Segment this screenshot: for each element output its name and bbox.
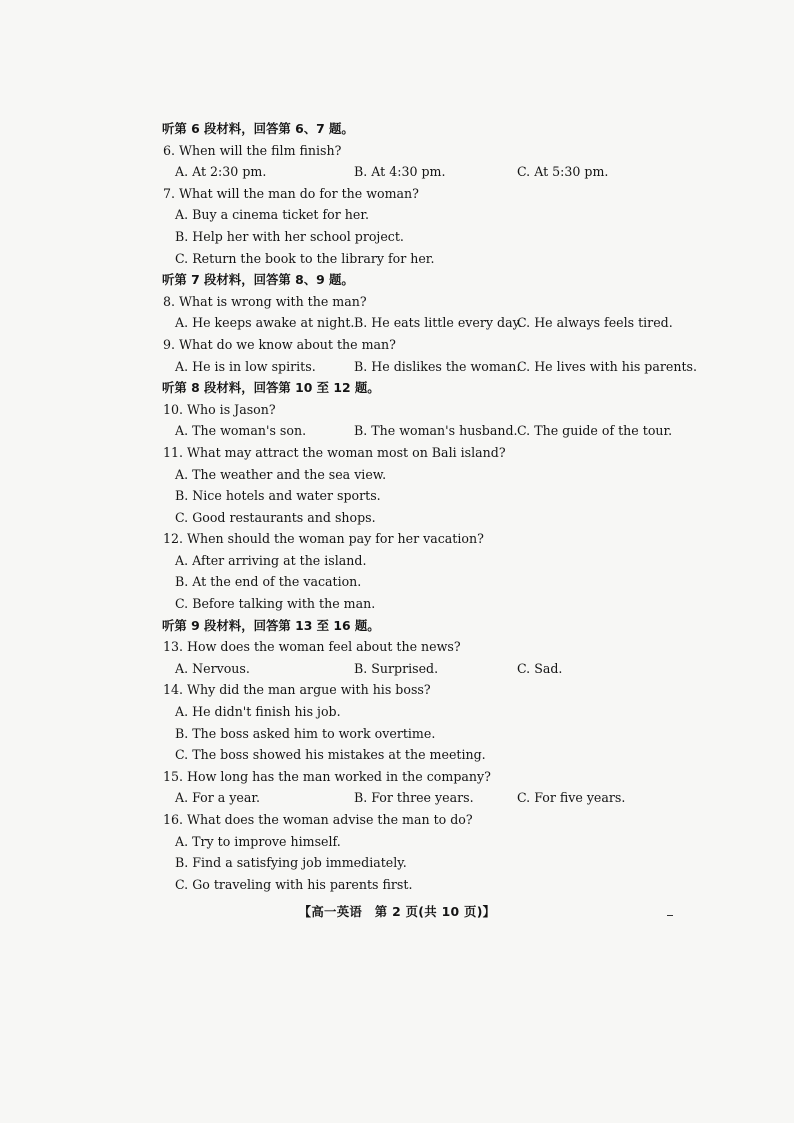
- question-stem: 12. When should the woman pay for her vacation?: [163, 531, 484, 547]
- option-a: A. He is in low spirits.: [175, 358, 316, 374]
- option-b: B. For three years.: [354, 790, 474, 806]
- option-c: C. The guide of the tour.: [517, 423, 673, 439]
- options-row: [162, 161, 682, 183]
- scan-mark: [667, 915, 673, 916]
- options-row: [162, 312, 682, 334]
- option-b: B. The woman's husband.: [354, 423, 518, 439]
- option-c: C. Before talking with the man.: [175, 596, 376, 612]
- option-b: B. Help her with her school project.: [175, 228, 404, 244]
- option-b: B. The boss asked him to work overtime.: [175, 725, 436, 741]
- option-a: A. For a year.: [175, 790, 260, 806]
- listening-section: [162, 118, 697, 895]
- option-c: C. Return the book to the library for her.: [175, 250, 435, 266]
- page-footer: 【高一英语 第 2 页(共 10 页)】: [298, 904, 496, 919]
- option-b: B. Surprised.: [354, 660, 439, 676]
- option-c: C. The boss showed his mistakes at the meeting.: [175, 747, 486, 763]
- option-a: A. Buy a cinema ticket for her.: [175, 207, 369, 223]
- question-stem: 16. What does the woman advise the man to do?: [163, 812, 473, 827]
- option-b: B. Find a satisfying job immediately.: [175, 855, 407, 871]
- option-c: C. For five years.: [517, 790, 626, 806]
- option-c: C. He always feels tired.: [517, 315, 673, 331]
- question-stem: 13. How does the woman feel about the news?: [163, 639, 461, 655]
- option-a: A. At 2:30 pm.: [175, 164, 267, 180]
- option-b: B. He dislikes the woman.: [354, 358, 521, 374]
- question-stem: 7. What will the man do for the woman?: [163, 185, 419, 201]
- options-row: [162, 787, 682, 809]
- question-stem: 9. What do we know about the man?: [163, 336, 396, 352]
- option-a: A. The woman's son.: [175, 423, 307, 439]
- option-b: B. At the end of the vacation.: [175, 574, 362, 590]
- option-a: A. The weather and the sea view.: [175, 466, 387, 482]
- option-c: C. He lives with his parents.: [517, 358, 697, 374]
- options-row: [162, 420, 682, 442]
- section-heading: 听第 6 段材料，回答第 6、7 题。: [162, 121, 354, 136]
- question-stem: 6. When will the film finish?: [163, 142, 342, 158]
- question-stem: 10. Who is Jason?: [163, 401, 276, 417]
- options-row: [162, 356, 697, 378]
- option-a: A. He keeps awake at night.: [175, 315, 355, 331]
- option-c: C. Go traveling with his parents first.: [175, 876, 413, 892]
- section-heading: 听第 9 段材料，回答第 13 至 16 题。: [162, 617, 380, 633]
- option-a: A. Nervous.: [175, 660, 250, 676]
- option-c: C. At 5:30 pm.: [517, 164, 609, 180]
- option-a: A. He didn't finish his job.: [175, 704, 341, 720]
- question-stem: 14. Why did the man argue with his boss?: [163, 682, 431, 698]
- option-b: B. He eats little every day.: [354, 315, 523, 331]
- option-a: A. After arriving at the island.: [175, 552, 367, 568]
- option-c: C. Good restaurants and shops.: [175, 509, 376, 525]
- options-row: [162, 658, 682, 680]
- option-b: B. At 4:30 pm.: [354, 164, 446, 180]
- option-a: A. Try to improve himself.: [175, 833, 341, 849]
- section-heading: 听第 7 段材料，回答第 8、9 题。: [162, 272, 354, 288]
- question-stem: 8. What is wrong with the man?: [163, 293, 367, 309]
- section-heading: 听第 8 段材料，回答第 10 至 12 题。: [162, 380, 380, 396]
- question-stem: 11. What may attract the woman most on Bali island?: [163, 444, 506, 460]
- option-c: C. Sad.: [517, 660, 563, 676]
- question-stem: 15. How long has the man worked in the company?: [163, 768, 491, 784]
- option-b: B. Nice hotels and water sports.: [175, 488, 381, 504]
